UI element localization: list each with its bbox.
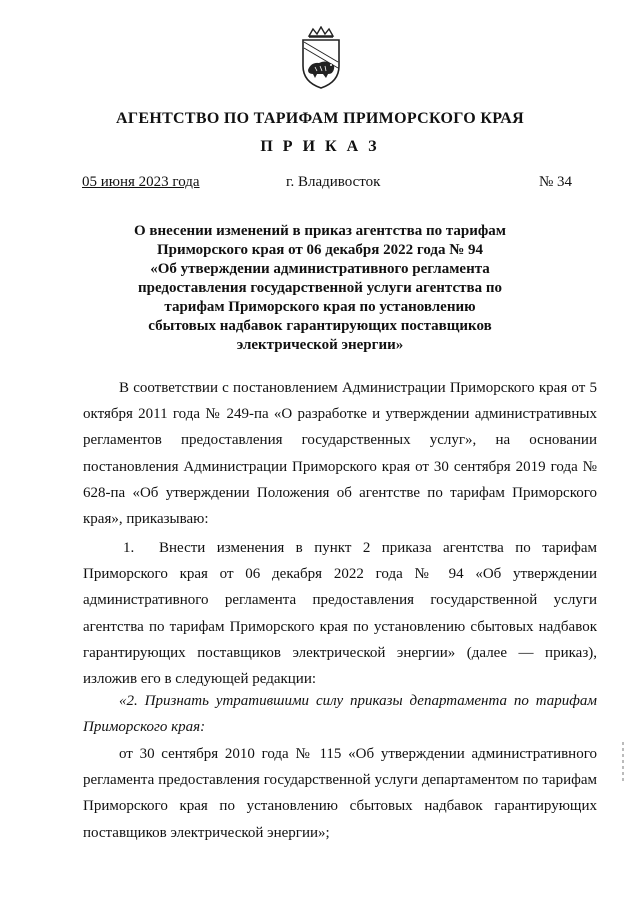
item-1-text: Внести изменения в пункт 2 приказа агентства по тарифам Приморского края от 06 декабря 2022 года № 94 «Об утверждении административного регламента предоставления государственной услуги агентства по тарифам Приморского края по установлению сбытовых надбавок гарантирующих поставщиков электрической энергии» (далее — приказ), изложив его в следующей редакции: (83, 540, 597, 688)
repealed-order-paragraph: от 30 сентября 2010 года № 115 «Об утверждении административного регламента предоставления государственной услуги департаментом по тарифам Приморского края по установлению сбытовых надбавок гарантирующих поставщиков электрической энергии»; (83, 746, 597, 841)
document-city: г. Владивосток (286, 174, 381, 190)
title-line: О внесении изменений в приказ агентства по тарифам (133, 223, 507, 239)
document-type: П Р И К А З (260, 138, 380, 155)
title-line: тарифам Приморского края по установлению (164, 299, 476, 315)
coat-of-arms-tiger-icon (295, 26, 347, 90)
document-date: 05 июня 2023 года (82, 174, 200, 190)
document-title (100, 222, 540, 355)
title-line: «Об утверждении административного регламента (150, 261, 490, 277)
title-line: Приморского края от 06 декабря 2022 года № 94 (156, 242, 484, 258)
title-line: сбытовых надбавок гарантирующих поставщиков (148, 318, 492, 334)
quoted-item-2-paragraph: «2. Признать утратившими силу приказы департамента по тарифам Приморского края: (83, 693, 597, 736)
title-line: электрической энергии» (236, 337, 404, 353)
title-line: предоставления государственной услуги агентства по (137, 280, 502, 296)
margin-scan-mark (622, 742, 624, 782)
document-number: № 34 (539, 174, 573, 190)
item-1-paragraph (83, 535, 597, 692)
organization-name: АГЕНТСТВО ПО ТАРИФАМ ПРИМОРСКОГО КРАЯ (116, 110, 524, 127)
preamble-paragraph: В соответствии с постановлением Администрации Приморского края от 5 октября 2011 года № 249-па «О разработке и утверждении административных регламентов предоставления государственных услуг», на основании постановления Администрации Приморского края от 30 сентября 2019 года № 628-па «Об утверждении Положения об агентстве по тарифам Приморского края», приказываю: (83, 380, 597, 528)
item-number: 1. (123, 540, 135, 556)
